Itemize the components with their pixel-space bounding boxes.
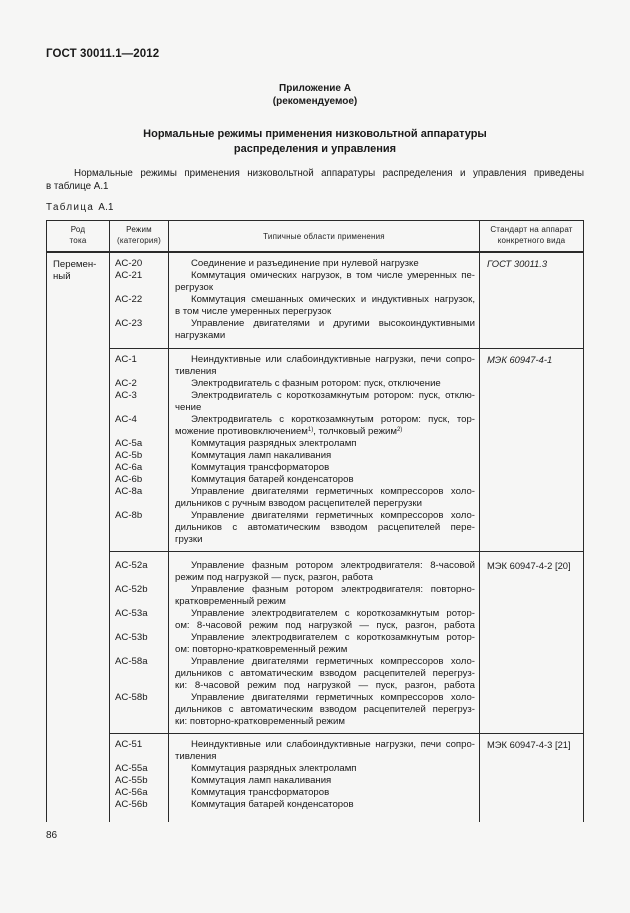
header-standard-line2: конкретного вида (497, 236, 566, 245)
mode-code: AC-52b (115, 584, 148, 595)
group-divider (109, 348, 584, 349)
mode-code: AC-23 (115, 318, 143, 329)
mode-code: AC-4 (115, 414, 137, 425)
current-kind-cell: Перемен- ный (53, 259, 97, 282)
page-number: 86 (46, 830, 58, 841)
mode-code: AC-52a (115, 560, 148, 571)
group-divider (109, 551, 584, 552)
mode-code: AC-22 (115, 294, 143, 305)
mode-code: AC-56a (115, 787, 148, 798)
header-application-areas: Типичные области применения (263, 232, 385, 241)
mode-code: AC-6b (115, 474, 143, 485)
mode-code: AC-6a (115, 462, 143, 473)
mode-code: AC-58a (115, 656, 148, 667)
application-description: Управление фазным ротором электродвигателя: 8-часовой режим под нагрузкой — пуск, разгон, работа Управление фазным ротором электродвигателя: повторно- кратковременный режим Управление электродвигателем с короткозамкнутым ротор- ом: 8-часовой режим под нагрузкой — пуск, разгон, работа Управление электродвигателем с короткозамкнутым ротор- ом: повторно-кратковременный режим Управление двигателями герметичных компрессоров холо- дильников с автоматическим взводом расцепителей перегруз- ки: 8-часовой режим под нагрузкой — пуск, разгон, работа Управление двигателями герметичных компрессоров холо- дильников с автоматическим взводом расцепителей перегруз- ки: повторно-кратковременный режим (175, 560, 475, 727)
header-mode (110, 224, 168, 246)
application-description: Неиндуктивные или слабоиндуктивные нагрузки, печи сопро- тивления Электродвигатель с фазным ротором: пуск, отключение Электродвигатель с короткозамкнутым ротором: пуск, отклю- чение Электродвигатель с короткозамкнутым ротором: пуск, тор- можение противовключением$^{1)}$, толчковый режим$^{2)}$ Коммутация разрядных электроламп Коммутация ламп накаливания Коммутация трансформаторов Коммутация батарей конденсаторов Управление двигателями герметичных компрессоров холо- дильников с ручным взводом расцепителей перегрузки Управление двигателями герметичных компрессоров холо- дильников с автоматическим взводом расцепителей пере- грузки (175, 354, 475, 545)
mode-code: AC-53a (115, 608, 148, 619)
footnote-mark: 2) (396, 427, 403, 433)
standard-reference: ГОСТ 30011.3 (487, 258, 548, 269)
header-standard-line1: Стандарт на аппарат (490, 225, 573, 234)
table-border-left (46, 220, 47, 822)
table-caption-word: Таблица (46, 202, 95, 213)
table-caption-number: А.1 (98, 202, 114, 213)
mode-code: AC-58b (115, 692, 148, 703)
header-current-kind (47, 224, 109, 246)
appendix-title: Приложение А (279, 83, 351, 94)
mode-code: AC-53b (115, 632, 148, 643)
mode-code: AC-1 (115, 354, 137, 365)
mode-code: AC-8a (115, 486, 143, 497)
group-divider (109, 733, 584, 734)
table-header-rule (46, 251, 584, 253)
document-title-line-1: Нормальные режимы применения низковольтной аппаратуры (143, 128, 487, 140)
header-mode-line2: (категория) (117, 236, 161, 245)
mode-code: AC-5a (115, 438, 143, 449)
mode-code: AC-2 (115, 378, 137, 389)
standard-reference: МЭК 60947-4-3 [21] (487, 739, 571, 750)
header-mode-line1: Режим (126, 225, 152, 234)
standard-header: ГОСТ 30011.1—2012 (46, 48, 160, 60)
application-description: Неиндуктивные или слабоиндуктивные нагрузки, печи сопро- тивления Коммутация разрядных электроламп Коммутация ламп накаливания Коммутация трансформаторов Коммутация батарей конденсаторов (175, 739, 475, 810)
mode-code: AC-21 (115, 270, 143, 281)
mode-code: AC-55b (115, 775, 148, 786)
column-separator (479, 220, 480, 822)
column-separator (109, 220, 110, 822)
mode-code: AC-5b (115, 450, 143, 461)
footnote-mark: 1) (307, 427, 314, 433)
document-title-line-2: распределения и управления (233, 143, 397, 155)
mode-code: AC-51 (115, 739, 143, 750)
mode-code: AC-20 (115, 258, 143, 269)
table-border-top (46, 220, 584, 221)
header-standard (480, 224, 583, 246)
application-description: Соединение и разъединение при нулевой нагрузке Коммутация омических нагрузок, в том числе умеренных пе- регрузок Коммутация смешанных омических и индуктивных нагрузок, в том числе умеренных перегрузок Управление двигателями и другими высокоиндуктивными нагрузками (175, 258, 475, 341)
header-current-kind-line2: тока (69, 236, 87, 245)
column-separator (168, 220, 169, 822)
mode-code: AC-55a (115, 763, 148, 774)
standard-reference: МЭК 60947-4-2 [20] (487, 560, 571, 571)
mode-code: AC-8b (115, 510, 143, 521)
standard-reference: МЭК 60947-4-1 (487, 354, 553, 365)
header-current-kind-line1: Род (70, 225, 86, 234)
intro-paragraph-line-1: Нормальные режимы применения низковольтной аппаратуры распределения и управления приведены (74, 168, 584, 179)
mode-code: AC-3 (115, 390, 137, 401)
table-caption (46, 202, 114, 213)
mode-code: AC-56b (115, 799, 148, 810)
table-border-right (583, 220, 584, 822)
intro-paragraph-line-2: в таблице А.1 (46, 181, 109, 192)
appendix-subtitle: (рекомендуемое) (272, 96, 358, 107)
